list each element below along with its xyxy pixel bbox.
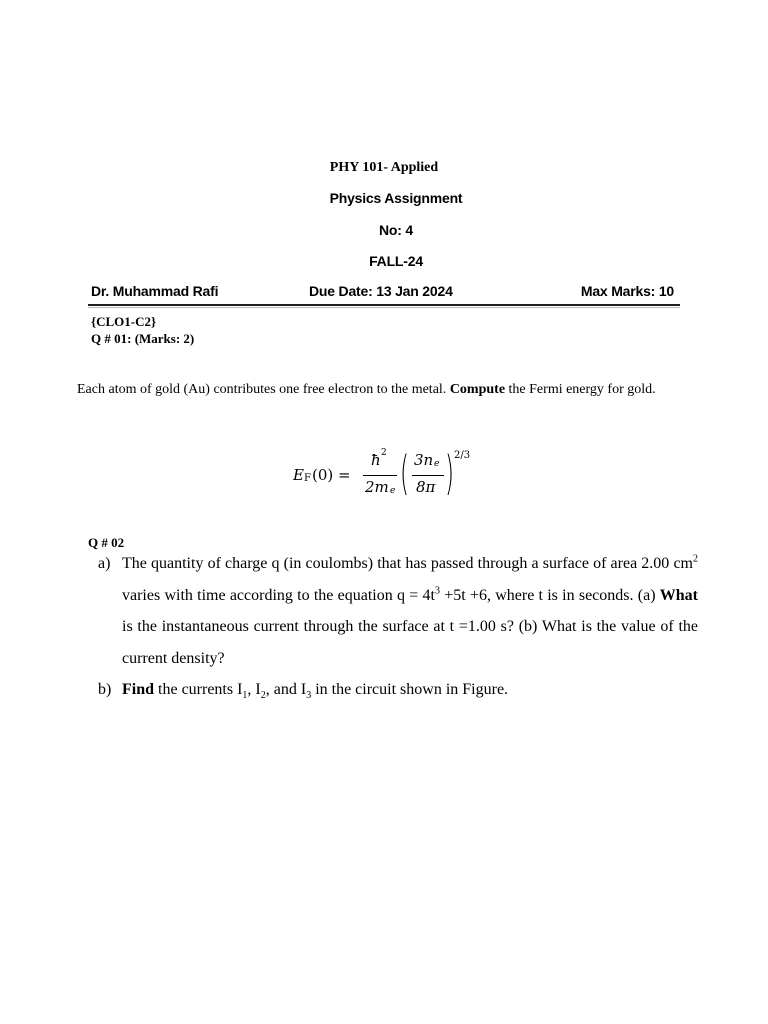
question-2-list [98, 548, 698, 706]
assignment-meta-row [91, 283, 674, 303]
q2a-label: a) [98, 555, 111, 572]
assignment-number: No: 4 [378, 222, 413, 238]
term: FALL-24 [369, 253, 423, 269]
eq-hbar-sup: 2 [381, 448, 387, 458]
q2b-sub-2: 2 [260, 690, 266, 702]
question-1-heading: Q # 01: (Marks: 2) [91, 331, 195, 346]
question-2b [98, 674, 698, 706]
eq-fraction-bar-1 [363, 475, 397, 476]
question-1-text [77, 376, 698, 403]
eq-fraction-bar-2 [412, 475, 444, 476]
eq-exponent: 2/3 [454, 450, 471, 461]
q2a-text-3: +5t +6, where t is in seconds. (a) [439, 586, 660, 604]
q2a-verb: What [659, 586, 699, 604]
q2b-text-1: the currents I [154, 681, 243, 698]
q2a-body [122, 548, 698, 674]
eq-left-paren: ( [400, 446, 409, 500]
q2a-text-1: The quantity of charge q (in coulombs) that has passed through a surface of area 2.00 cm [122, 555, 693, 572]
eq-hbar: ħ [371, 451, 381, 469]
q1-text-before: Each atom of gold (Au) contributes one free electron to the metal. [77, 382, 447, 397]
question-2-heading: Q # 02 [88, 535, 125, 550]
fermi-energy-equation [290, 448, 490, 504]
eq-E-sub: F [304, 473, 311, 484]
eq-2me-sub: e [390, 486, 396, 496]
q2b-text-4: in the circuit shown in Figure. [311, 681, 509, 698]
q2b-body [122, 674, 698, 706]
q2b-text-3: , and I [265, 681, 307, 698]
assignment-title: Physics Assignment [329, 190, 463, 206]
eq-2me: 2m [365, 478, 389, 496]
q2a-text-2: varies with time according to the equation q = 4t [122, 586, 435, 604]
due-date: Due Date: 13 Jan 2024 [309, 283, 453, 299]
q2a-sup-1: 2 [693, 553, 698, 565]
q2b-sub-1: 1 [242, 690, 248, 702]
eq-3ne-sub: e [434, 459, 440, 469]
q1-text-after: the Fermi energy for gold. [508, 382, 656, 397]
q2a-text-4: is the instantaneous current through the surface at t =1.00 s? (b) What is the value of the current density? [122, 618, 698, 667]
header-divider-shadow [88, 307, 680, 308]
clo-tag: {CLO1-C2} [91, 314, 157, 329]
instructor-name: Dr. Muhammad Rafi [91, 283, 219, 299]
question-2a [98, 548, 698, 674]
course-title: PHY 101- Applied [329, 160, 439, 175]
q2b-sub-3: 3 [306, 690, 312, 702]
header-divider [88, 304, 680, 306]
q2b-label: b) [98, 681, 112, 698]
q2b-text-2: , I [247, 681, 261, 698]
eq-8pi: 8π [416, 478, 436, 496]
eq-right-paren: ) [445, 446, 454, 500]
max-marks: Max Marks: 10 [580, 283, 674, 299]
eq-lhs-arg: (0) = [312, 466, 351, 484]
q2b-verb: Find [122, 681, 155, 698]
eq-E: E [293, 466, 304, 484]
q1-verb: Compute [449, 382, 506, 397]
eq-3ne: 3n [414, 451, 434, 469]
q2a-sup-2: 3 [434, 585, 440, 597]
